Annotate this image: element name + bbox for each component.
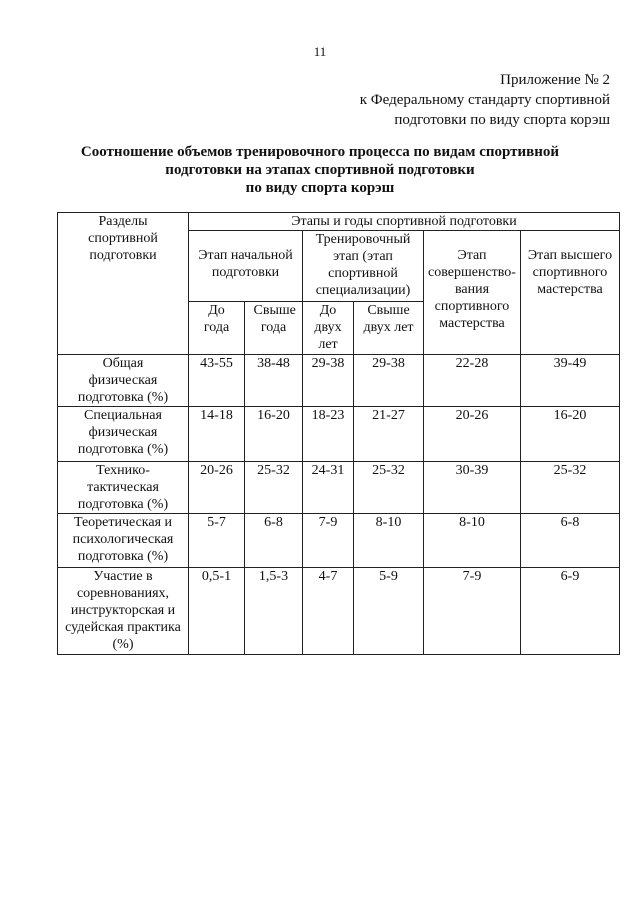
table-cell: 16-20 — [245, 407, 303, 462]
sub-header-3: До двух лет — [303, 302, 354, 355]
header-row-group — [58, 213, 620, 231]
table-cell: 25-32 — [521, 462, 620, 514]
table-cell: 7-9 — [303, 514, 354, 568]
stage-header-3: Этап совершенство-вания спортивного мастерства — [424, 231, 521, 355]
section-header-cell — [58, 213, 189, 355]
table-cell: 5-9 — [354, 568, 424, 655]
table-cell: 21-27 — [354, 407, 424, 462]
table-cell: 29-38 — [303, 355, 354, 407]
table-cell: 22-28 — [424, 355, 521, 407]
title-line-2: подготовки на этапах спортивной подготовки — [165, 162, 475, 178]
row-label: Специальная физическая подготовка (%) — [58, 407, 189, 462]
table-cell: 6-8 — [245, 514, 303, 568]
table-cell: 39-49 — [521, 355, 620, 407]
table-cell: 6-8 — [521, 514, 620, 568]
table-cell: 0,5-1 — [189, 568, 245, 655]
table-row — [58, 355, 620, 407]
table-cell: 5-7 — [189, 514, 245, 568]
table-cell: 1,5-3 — [245, 568, 303, 655]
stage-header-4: Этап высшего спортивного мастерства — [521, 231, 620, 355]
table-cell: 24-31 — [303, 462, 354, 514]
section-header: Разделы спортивной подготовки — [88, 214, 158, 263]
sub-header-4: Свыше двух лет — [354, 302, 424, 355]
table-cell: 4-7 — [303, 568, 354, 655]
title-line-1: Соотношение объемов тренировочного процесса по видам спортивной — [80, 144, 560, 160]
table-cell: 8-10 — [424, 514, 521, 568]
table-cell: 20-26 — [189, 462, 245, 514]
appendix-line-3: подготовки по виду спорта корэш — [394, 112, 610, 128]
table-cell: 25-32 — [245, 462, 303, 514]
table-cell: 8-10 — [354, 514, 424, 568]
table-cell: 18-23 — [303, 407, 354, 462]
table-row — [58, 568, 620, 655]
table-cell: 43-55 — [189, 355, 245, 407]
stage-header-1: Этап начальной подготовки — [189, 231, 303, 302]
row-label: Общая физическая подготовка (%) — [58, 355, 189, 407]
table-cell: 25-32 — [354, 462, 424, 514]
sub-header-1: До года — [189, 302, 245, 355]
appendix-line-2: к Федеральному стандарту спортивной — [359, 92, 610, 108]
document-title — [0, 143, 640, 197]
table-cell: 16-20 — [521, 407, 620, 462]
row-label: Технико-тактическая подготовка (%) — [58, 462, 189, 514]
sub-header-2: Свыше года — [245, 302, 303, 355]
row-label: Участие в соревнованиях, инструкторская и судейская практика (%) — [58, 568, 189, 655]
training-ratio-table — [57, 212, 620, 655]
table-cell: 7-9 — [424, 568, 521, 655]
appendix-note — [360, 70, 610, 130]
table-cell: 6-9 — [521, 568, 620, 655]
appendix-line-1: Приложение № 2 — [500, 72, 610, 88]
table-cell: 29-38 — [354, 355, 424, 407]
title-line-3: по виду спорта корэш — [245, 180, 395, 196]
table-cell: 14-18 — [189, 407, 245, 462]
table-row — [58, 462, 620, 514]
group-header: Этапы и годы спортивной подготовки — [189, 213, 620, 231]
row-label: Теоретическая и психологическая подготовка (%) — [58, 514, 189, 568]
table-cell: 38-48 — [245, 355, 303, 407]
table-cell: 20-26 — [424, 407, 521, 462]
table-cell: 30-39 — [424, 462, 521, 514]
table-row — [58, 514, 620, 568]
page-number: 11 — [313, 44, 327, 59]
table-row — [58, 407, 620, 462]
stage-header-2: Тренировочный этап (этап спортивной специализации) — [303, 231, 424, 302]
